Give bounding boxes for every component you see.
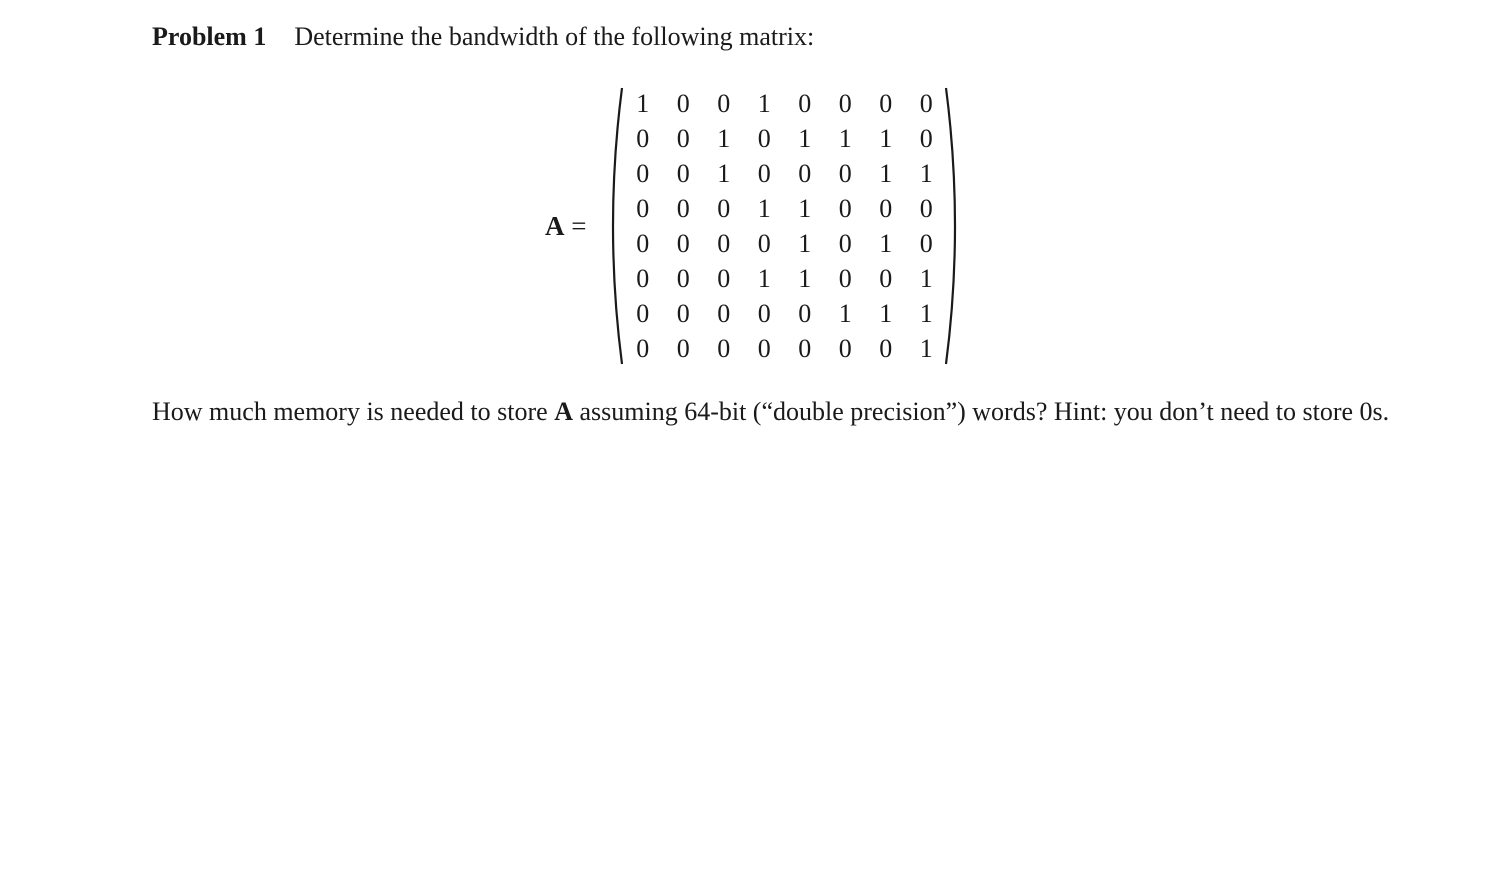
matrix-cell: 0 (919, 194, 933, 223)
matrix-cell: 0 (879, 334, 893, 363)
matrix-cell: 0 (838, 264, 852, 293)
matrix-cell: 1 (919, 159, 933, 188)
matrix-cell: 1 (717, 159, 731, 188)
matrix-cell: 0 (879, 89, 893, 118)
matrix-cell: 0 (919, 89, 933, 118)
matrix-cell: 0 (798, 334, 812, 363)
matrix-cell: 1 (919, 264, 933, 293)
matrix-cell: 0 (636, 229, 650, 258)
matrix-cell: 0 (676, 159, 690, 188)
matrix-cell: 1 (636, 89, 650, 118)
matrix-cell: 0 (636, 299, 650, 328)
right-parenthesis (944, 86, 966, 366)
matrix-cell: 0 (757, 229, 771, 258)
matrix-cell: 1 (757, 194, 771, 223)
matrix-cell: 1 (919, 334, 933, 363)
equals-sign: = (571, 210, 587, 241)
matrix-cell: 1 (879, 229, 893, 258)
matrix-cell: 0 (919, 124, 933, 153)
matrix-cell: 0 (757, 334, 771, 363)
matrix-cell: 0 (919, 229, 933, 258)
problem-label: Problem 1 (152, 22, 267, 51)
matrix-cell: 0 (717, 229, 731, 258)
left-parenthesis (602, 86, 624, 366)
question-text (152, 394, 1392, 429)
matrix-cell: 0 (717, 334, 731, 363)
matrix-cell: 0 (676, 194, 690, 223)
matrix-cell: 1 (919, 299, 933, 328)
matrix-cell: 0 (676, 299, 690, 328)
matrix-cell: 0 (717, 89, 731, 118)
matrix-cell: 0 (717, 194, 731, 223)
matrix-cell: 1 (838, 124, 852, 153)
matrix-cell: 0 (798, 299, 812, 328)
matrix-cell: 0 (838, 89, 852, 118)
matrix-cell: 0 (838, 229, 852, 258)
matrix-cell: 0 (676, 124, 690, 153)
question-part-1: How much memory is needed to store (152, 397, 555, 426)
matrix-cell: 0 (757, 124, 771, 153)
matrix-cell: 0 (838, 159, 852, 188)
matrix-cell: 0 (676, 229, 690, 258)
equation-lhs (545, 211, 586, 242)
matrix-cell: 1 (798, 264, 812, 293)
matrix-cell: 0 (636, 194, 650, 223)
matrix-cell: 0 (757, 159, 771, 188)
matrix-cell: 0 (879, 264, 893, 293)
matrix-cell: 1 (879, 159, 893, 188)
matrix-cell: 0 (879, 194, 893, 223)
matrix-cell: 0 (838, 194, 852, 223)
matrix-cell: 0 (676, 334, 690, 363)
matrix-cell: 1 (838, 299, 852, 328)
matrix-cell: 0 (757, 299, 771, 328)
question-matrix-symbol: A (554, 397, 573, 426)
matrix-cell: 0 (838, 334, 852, 363)
matrix-cell: 0 (676, 264, 690, 293)
matrix-cell: 1 (798, 194, 812, 223)
matrix-cell: 0 (717, 264, 731, 293)
matrix-cell: 0 (676, 89, 690, 118)
matrix-cell: 0 (636, 159, 650, 188)
matrix-cell: 0 (798, 159, 812, 188)
problem-statement: Determine the bandwidth of the following matrix: (294, 22, 815, 51)
matrix-cell: 0 (636, 334, 650, 363)
matrix-cell: 1 (717, 124, 731, 153)
matrix-cell: 1 (798, 229, 812, 258)
matrix-cell: 1 (757, 264, 771, 293)
matrix-cell: 1 (757, 89, 771, 118)
question-part-2: assuming 64-bit (“double precision”) words? Hint: you don’t need to store 0s. (572, 397, 1390, 426)
matrix-cell: 0 (717, 299, 731, 328)
matrix-cell: 0 (636, 264, 650, 293)
matrix-cell: 0 (798, 89, 812, 118)
matrix-cell: 1 (879, 299, 893, 328)
problem-heading (152, 22, 814, 52)
matrix-cell: 1 (879, 124, 893, 153)
matrix-grid (622, 86, 946, 366)
matrix-cell: 1 (798, 124, 812, 153)
matrix-cell: 0 (636, 124, 650, 153)
matrix-symbol: A (545, 210, 565, 241)
matrix-equation (545, 86, 966, 366)
